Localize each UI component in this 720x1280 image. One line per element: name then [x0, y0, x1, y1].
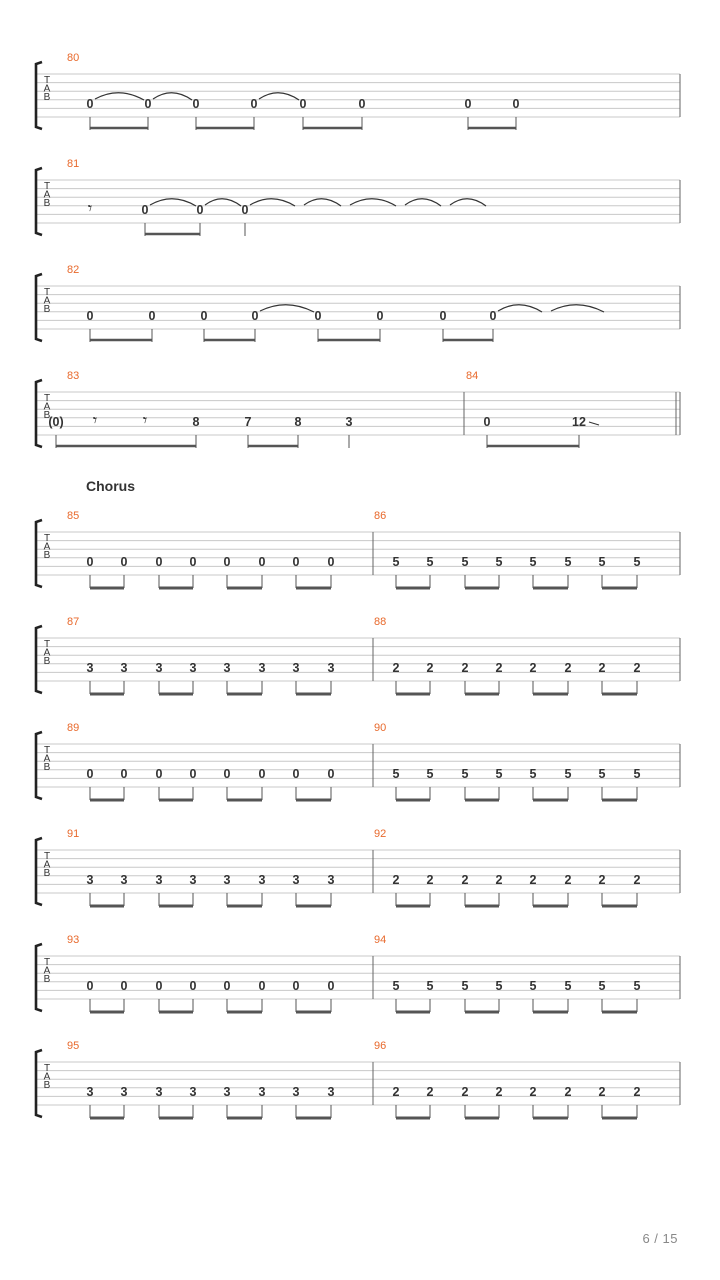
measure-number: 84 — [466, 370, 479, 382]
tab-fret-number: 3 — [86, 873, 94, 887]
tab-fret-number: 5 — [495, 555, 503, 569]
tab-clef-letter: A — [43, 541, 51, 553]
tab-clef-letter: T — [43, 639, 51, 650]
tab-fret-number: 5 — [392, 555, 400, 569]
tab-fret-number: 3 — [258, 1085, 266, 1099]
system-bracket — [36, 168, 42, 235]
tab-clef-letter: T — [43, 287, 51, 298]
tab-clef-letter: A — [43, 295, 51, 307]
tab-fret-number: 2 — [529, 873, 537, 887]
tab-fret-number: 3 — [292, 1085, 300, 1099]
tab-system — [36, 626, 680, 694]
tab-fret-number: 5 — [426, 979, 434, 993]
tab-fret-number: 0 — [189, 979, 197, 993]
tie-arc — [205, 199, 241, 206]
tab-fret-number: 3 — [292, 661, 300, 675]
tab-fret-number: 3 — [189, 1085, 197, 1099]
tab-fret-number: 0 — [86, 309, 94, 323]
tab-clef-letter: B — [43, 762, 51, 774]
tab-fret-number: 0 — [120, 555, 128, 569]
tab-fret-number: 0 — [327, 767, 335, 781]
tab-fret-number: 0 — [483, 415, 491, 429]
tab-clef-letter: A — [43, 647, 51, 659]
tab-fret-number: 0 — [314, 309, 322, 323]
tie-arc — [95, 93, 144, 100]
tab-fret-number: 5 — [426, 767, 434, 781]
tab-system — [36, 838, 680, 906]
tab-clef-letter: A — [43, 189, 51, 201]
tab-clef-letter: T — [43, 181, 51, 192]
tab-fret-number: 7 — [244, 415, 252, 429]
tie-arc — [259, 93, 299, 100]
tab-fret-number: 2 — [426, 873, 434, 887]
tab-clef-letter: B — [43, 868, 51, 880]
tab-fret-number: 3 — [223, 1085, 231, 1099]
tab-fret-number: 3 — [120, 661, 128, 675]
system-bracket — [36, 944, 42, 1011]
tab-clef-letter: T — [43, 533, 51, 544]
tab-fret-number: 0 — [376, 309, 384, 323]
tab-system — [36, 732, 680, 800]
measure-number: 94 — [374, 934, 387, 946]
tab-fret-number: 0 — [189, 767, 197, 781]
tab-fret-number: 0 — [223, 555, 231, 569]
tab-fret-number: 12 — [572, 415, 586, 429]
tie-arc — [498, 305, 542, 312]
tab-fret-number: 0 — [512, 97, 520, 111]
tab-clef-letter: T — [43, 393, 51, 404]
tab-fret-number: 2 — [598, 873, 606, 887]
tab-system — [36, 274, 680, 342]
tab-fret-number: 2 — [564, 873, 572, 887]
tab-fret-number: 2 — [564, 661, 572, 675]
tab-fret-number: 5 — [529, 767, 537, 781]
tab-fret-number: 3 — [189, 661, 197, 675]
system-bracket — [36, 62, 42, 129]
tab-clef-letter: A — [43, 753, 51, 765]
tab-fret-number: 5 — [633, 555, 641, 569]
tab-clef-letter: B — [43, 410, 51, 422]
tab-fret-number: 0 — [464, 97, 472, 111]
tab-fret-number: 0 — [292, 555, 300, 569]
tab-fret-number: 2 — [598, 661, 606, 675]
tab-fret-number: (0) — [48, 415, 64, 429]
tab-fret-number: 0 — [120, 767, 128, 781]
tab-clef-letter: A — [43, 83, 51, 95]
tab-fret-number: 5 — [529, 979, 537, 993]
tab-clef-letter: A — [43, 401, 51, 413]
tab-fret-number: 0 — [258, 555, 266, 569]
tab-clef-letter: B — [43, 92, 51, 104]
tab-fret-number: 2 — [392, 661, 400, 675]
measure-number: 80 — [67, 52, 80, 64]
tab-fret-number: 5 — [392, 767, 400, 781]
tab-fret-number: 2 — [564, 1085, 572, 1099]
measure-number: 89 — [67, 722, 80, 734]
tab-fret-number: 5 — [633, 979, 641, 993]
system-bracket — [36, 520, 42, 587]
tab-fret-number: 2 — [495, 873, 503, 887]
tab-fret-number: 0 — [292, 767, 300, 781]
tie-arc — [153, 93, 192, 100]
system-bracket — [36, 380, 42, 447]
measure-number: 96 — [374, 1040, 387, 1052]
tab-fret-number: 3 — [258, 873, 266, 887]
tab-fret-number: 2 — [633, 1085, 641, 1099]
tab-fret-number: 3 — [223, 661, 231, 675]
tab-fret-number: 2 — [426, 661, 434, 675]
tab-fret-number: 2 — [529, 1085, 537, 1099]
tab-fret-number: 5 — [426, 555, 434, 569]
tab-fret-number: 0 — [86, 979, 94, 993]
tab-fret-number: 0 — [358, 97, 366, 111]
tab-clef-letter: B — [43, 1080, 51, 1092]
rest-icon: 𝄾 — [142, 411, 148, 430]
tab-fret-number: 3 — [120, 1085, 128, 1099]
tie-arc — [405, 199, 441, 206]
tab-fret-number: 3 — [292, 873, 300, 887]
slide-mark — [589, 422, 599, 425]
tab-fret-number: 2 — [495, 661, 503, 675]
tab-fret-number: 5 — [564, 979, 572, 993]
tab-fret-number: 2 — [426, 1085, 434, 1099]
tab-fret-number: 5 — [461, 979, 469, 993]
tab-fret-number: 2 — [529, 661, 537, 675]
tab-fret-number: 5 — [598, 555, 606, 569]
tab-fret-number: 0 — [258, 979, 266, 993]
tab-fret-number: 0 — [120, 979, 128, 993]
tab-fret-number: 0 — [327, 555, 335, 569]
tab-fret-number: 2 — [392, 1085, 400, 1099]
tab-fret-number: 3 — [223, 873, 231, 887]
tab-fret-number: 0 — [155, 555, 163, 569]
page-number: 6 / 15 — [642, 1231, 678, 1246]
tab-fret-number: 5 — [598, 979, 606, 993]
tab-fret-number: 0 — [155, 767, 163, 781]
measure-number: 85 — [67, 510, 80, 522]
section-label-chorus: Chorus — [86, 478, 135, 494]
measure-number: 82 — [67, 264, 80, 276]
rest-icon: 𝄾 — [87, 199, 93, 218]
tab-fret-number: 0 — [148, 309, 156, 323]
tab-fret-number: 0 — [292, 979, 300, 993]
tab-fret-number: 2 — [495, 1085, 503, 1099]
tab-clef-letter: B — [43, 974, 51, 986]
tab-clef-letter: T — [43, 851, 51, 862]
tab-clef-letter: T — [43, 1063, 51, 1074]
tab-fret-number: 0 — [141, 203, 149, 217]
tab-fret-number: 5 — [633, 767, 641, 781]
tab-fret-number: 2 — [633, 873, 641, 887]
tab-fret-number: 2 — [392, 873, 400, 887]
tab-system — [36, 520, 680, 588]
measure-number: 88 — [374, 616, 387, 628]
tab-clef-letter: B — [43, 656, 51, 668]
tab-clef-letter: B — [43, 304, 51, 316]
system-bracket — [36, 626, 42, 693]
tab-fret-number: 3 — [258, 661, 266, 675]
tie-arc — [250, 199, 295, 206]
tab-fret-number: 3 — [327, 1085, 335, 1099]
tab-fret-number: 5 — [598, 767, 606, 781]
tab-fret-number: 0 — [439, 309, 447, 323]
tab-fret-number: 5 — [564, 555, 572, 569]
tab-fret-number: 5 — [392, 979, 400, 993]
tab-fret-number: 0 — [86, 555, 94, 569]
tie-arc — [304, 199, 341, 206]
tab-fret-number: 0 — [327, 979, 335, 993]
measure-number: 83 — [67, 370, 80, 382]
tab-fret-number: 0 — [86, 97, 94, 111]
measure-number: 93 — [67, 934, 80, 946]
tab-fret-number: 3 — [86, 661, 94, 675]
tab-fret-number: 0 — [155, 979, 163, 993]
tab-fret-number: 0 — [223, 767, 231, 781]
tab-fret-number: 0 — [223, 979, 231, 993]
tab-clef-letter: B — [43, 198, 51, 210]
tab-system — [36, 380, 680, 448]
tab-fret-number: 3 — [345, 415, 353, 429]
tab-fret-number: 2 — [461, 873, 469, 887]
tab-fret-number: 3 — [327, 873, 335, 887]
tab-fret-number: 3 — [155, 873, 163, 887]
tab-fret-number: 0 — [144, 97, 152, 111]
tab-fret-number: 2 — [633, 661, 641, 675]
tab-clef-letter: A — [43, 1071, 51, 1083]
tab-fret-number: 0 — [258, 767, 266, 781]
tab-fret-number: 0 — [241, 203, 249, 217]
tab-fret-number: 5 — [495, 767, 503, 781]
tab-clef-letter: A — [43, 965, 51, 977]
measure-number: 90 — [374, 722, 387, 734]
tie-arc — [350, 199, 396, 206]
tab-fret-number: 3 — [155, 661, 163, 675]
tab-fret-number: 0 — [200, 309, 208, 323]
measure-number: 86 — [374, 510, 387, 522]
tab-fret-number: 2 — [461, 1085, 469, 1099]
measure-number: 95 — [67, 1040, 80, 1052]
measure-number: 92 — [374, 828, 387, 840]
tie-arc — [260, 305, 314, 312]
system-bracket — [36, 274, 42, 341]
tab-system — [36, 62, 680, 130]
tab-fret-number: 5 — [495, 979, 503, 993]
tab-fret-number: 5 — [461, 555, 469, 569]
tab-fret-number: 2 — [598, 1085, 606, 1099]
system-bracket — [36, 1050, 42, 1117]
tab-fret-number: 3 — [327, 661, 335, 675]
tab-clef-letter: T — [43, 75, 51, 86]
system-bracket — [36, 838, 42, 905]
tab-fret-number: 5 — [529, 555, 537, 569]
tab-fret-number: 5 — [461, 767, 469, 781]
tab-clef-letter: B — [43, 550, 51, 562]
tab-fret-number: 0 — [189, 555, 197, 569]
tab-fret-number: 3 — [86, 1085, 94, 1099]
tab-fret-number: 3 — [155, 1085, 163, 1099]
tab-system — [36, 168, 680, 236]
tab-fret-number: 0 — [299, 97, 307, 111]
tie-arc — [450, 199, 486, 206]
tie-arc — [150, 199, 196, 206]
tab-clef-letter: T — [43, 745, 51, 756]
tab-fret-number: 3 — [120, 873, 128, 887]
tab-fret-number: 0 — [251, 309, 259, 323]
tab-system — [36, 944, 680, 1012]
tab-system — [36, 1050, 680, 1118]
measure-number: 87 — [67, 616, 80, 628]
measure-number: 91 — [67, 828, 80, 840]
tab-fret-number: 0 — [250, 97, 258, 111]
tab-fret-number: 2 — [461, 661, 469, 675]
tie-arc — [551, 305, 604, 312]
rest-icon: 𝄾 — [92, 411, 98, 430]
tab-fret-number: 3 — [189, 873, 197, 887]
tab-fret-number: 0 — [489, 309, 497, 323]
system-bracket — [36, 732, 42, 799]
tab-fret-number: 0 — [86, 767, 94, 781]
tab-fret-number: 0 — [192, 97, 200, 111]
tab-fret-number: 0 — [196, 203, 204, 217]
tab-clef-letter: T — [43, 957, 51, 968]
tab-fret-number: 8 — [294, 415, 302, 429]
tab-clef-letter: A — [43, 859, 51, 871]
tab-fret-number: 5 — [564, 767, 572, 781]
tab-fret-number: 8 — [192, 415, 200, 429]
measure-number: 81 — [67, 158, 80, 170]
